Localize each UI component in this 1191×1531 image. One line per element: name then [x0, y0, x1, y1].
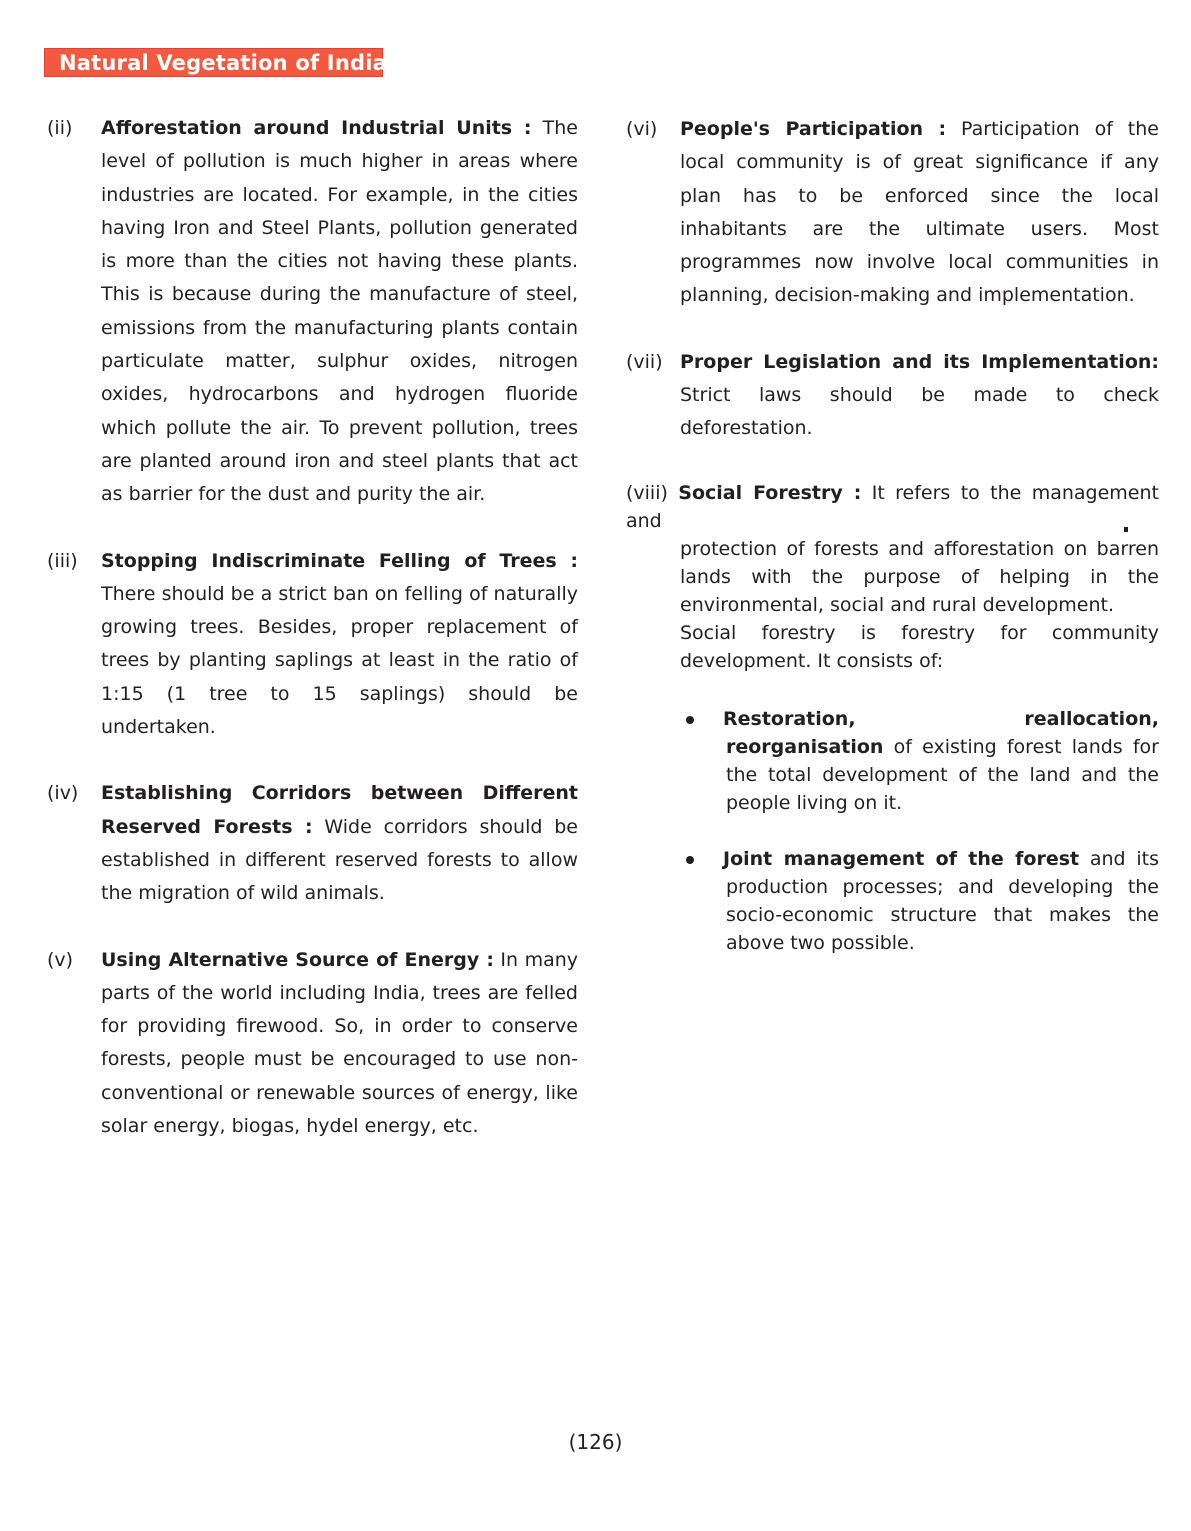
bullet-list	[680, 705, 1159, 957]
item-body: The level of pollution is much higher in areas where industries are located. For example, in the cities having Iron and Steel Plants, pollution generated is more than the cities not having these plants. This is because during the manufacture of steel, emissions from the manufacturing plants contain particulate matter, sulphur oxides, nitrogen oxides, hydrocarbons and hydrogen fluoride which pollute the air. To prevent pollution, trees are planted around iron and steel plants that act as barrier for the dust and purity the air.	[101, 117, 578, 506]
item-heading: Using Alternative Source of Energy :	[101, 948, 494, 971]
item-body: Participation of the local community is of great significance if any plan has to be enforced since the local inhabitants are the ultimate users. Most programmes now involve local communities in planning, decision-making and implementation.	[680, 118, 1159, 307]
item-heading: Afforestation around Industrial Units :	[101, 117, 532, 139]
item-number: (vii)	[626, 350, 663, 373]
bullet-heading: Restoration, reallocation, reorganisation	[723, 707, 1159, 758]
item-text	[101, 545, 578, 745]
list-item-v	[47, 944, 578, 1144]
bullet-heading: Joint management of the forest	[723, 847, 1080, 870]
page-number: (126)	[568, 1430, 623, 1454]
bullet-icon	[686, 856, 694, 864]
left-column	[47, 112, 578, 1176]
list-item-vii	[626, 346, 1159, 446]
item-body: It refers to the management and	[626, 481, 1159, 532]
chapter-title-banner: Natural Vegetation of India	[44, 48, 383, 77]
right-column	[626, 113, 1159, 990]
list-item-iv	[47, 777, 578, 910]
item-text-first-line	[626, 479, 1159, 535]
item-body: In many parts of the world including India, trees are felled for providing firewood. So, in order to conserve forests, people must be encouraged to use non-conventional or renewable sources of energy, like solar energy, biogas, hydel energy, etc.	[101, 948, 579, 1138]
list-item-iii	[47, 545, 578, 745]
item-body: Wide corridors should be established in different reserved forests to allow the migration of wild animals.	[101, 815, 578, 905]
item-text	[101, 777, 578, 910]
item-heading: Establishing Corridors between Different Reserved Forests :	[101, 782, 578, 838]
item-text	[680, 346, 1159, 446]
item-body-rest: protection of forests and afforestation on barren lands with the purpose of helping in the environmental, social and rural development.	[680, 537, 1159, 616]
item-heading: Stopping Indiscriminate Felling of Trees :	[101, 549, 578, 572]
item-body: There should be a strict ban on felling of naturally growing trees. Besides, proper replacement of trees by planting saplings at least in the ratio of 1:15 (1 tree to 15 saplings) should be undertaken.	[101, 582, 578, 739]
item-heading: Proper Legislation and its Implementation:	[680, 350, 1159, 373]
list-item-vi	[626, 113, 1159, 313]
item-number: (iii)	[47, 549, 78, 572]
item-body-second: Social forestry is forestry for community development. It consists of:	[680, 621, 1159, 672]
bullet-icon	[686, 716, 694, 724]
item-number: (iv)	[47, 782, 79, 805]
list-item-ii	[47, 112, 578, 512]
bullet-item	[680, 705, 1159, 817]
item-number: (vi)	[626, 118, 658, 140]
item-heading: Social Forestry :	[678, 481, 862, 504]
item-text	[101, 944, 578, 1144]
bullet-item	[680, 845, 1159, 957]
item-number: (viii)	[626, 481, 668, 504]
item-text	[680, 113, 1159, 313]
stray-mark-icon	[1124, 527, 1128, 532]
item-body: Strict laws should be made to check deforestation.	[680, 384, 1159, 440]
item-number: (ii)	[47, 117, 73, 139]
item-heading: People's Participation :	[680, 118, 947, 140]
item-number: (v)	[47, 948, 74, 971]
list-item-viii	[626, 479, 1159, 957]
bullet-text: and its production processes; and developing the socio-economic structure that makes the above two possible.	[726, 847, 1159, 954]
item-text	[101, 112, 578, 512]
bullet-text: of existing forest lands for the total development of the land and the people living on it.	[726, 735, 1159, 814]
